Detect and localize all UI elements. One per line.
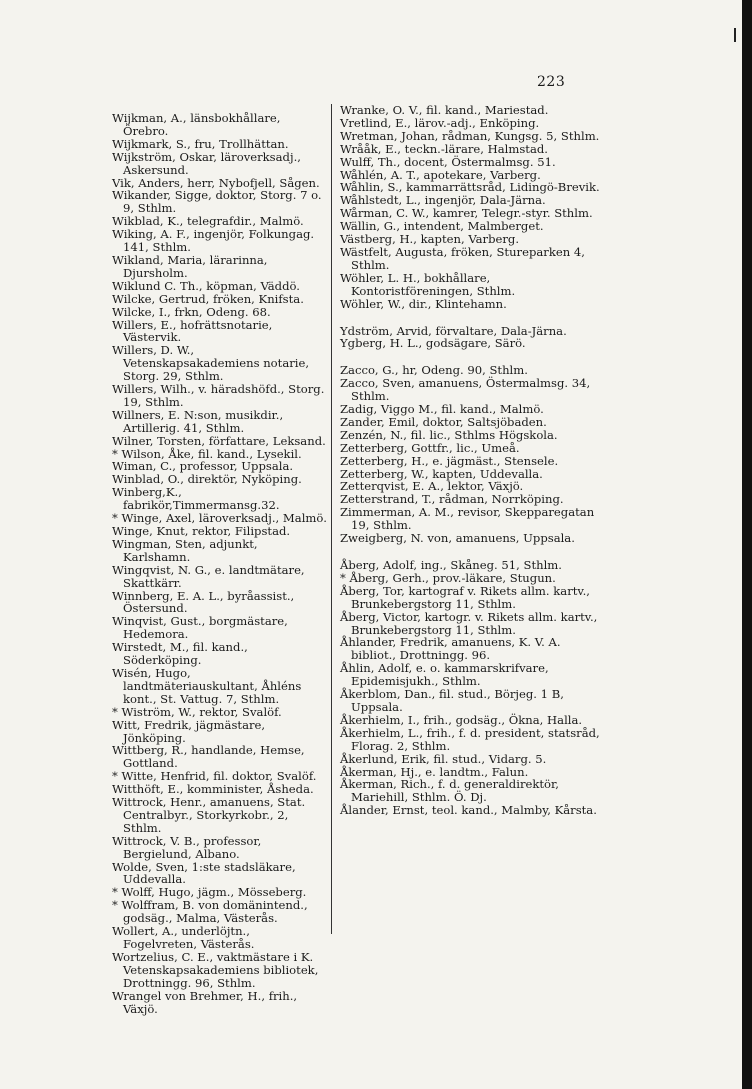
directory-entry: Wingqvist, N. G., e. landtmätare, Skattkärr. (112, 562, 305, 590)
directory-entry: Witt, Fredrik, jägmästare, Jönköping. (112, 717, 266, 745)
directory-entry: Zimmerman, A. M., revisor, Skepparegatan 19, Sthlm. (340, 505, 595, 533)
directory-entry: Zacco, G., hr, Odeng. 90, Sthlm. (340, 363, 528, 378)
section-gap (340, 545, 600, 559)
directory-entry: Åkerhielm, I., frih., godsäg., Ökna, Halla. (340, 712, 583, 727)
directory-entry: Wåhlstedt, L., ingenjör, Dala-Järna. (340, 193, 546, 208)
page-number: 223 (537, 74, 566, 90)
directory-entry: Wolde, Sven, 1:ste stadsläkare, Uddevalla. (112, 859, 296, 887)
directory-entry: Åkerman, Hj., e. landtm., Falun. (340, 764, 529, 779)
directory-entry: Zadig, Viggo M., fil. kand., Malmö. (340, 402, 544, 417)
directory-entry: Åberg, Victor, kartogr. v. Rikets allm. kartv., Brunkebergstorg 11, Sthlm. (340, 609, 598, 637)
directory-entry: Ydström, Arvid, förvaltare, Dala-Järna. (340, 323, 567, 338)
directory-entry: Wilcke, Gertrud, fröken, Knifsta. (112, 291, 304, 306)
directory-entry: Zander, Emil, doktor, Saltsjöbaden. (340, 414, 547, 429)
directory-entry: Åkerlund, Erik, fil. stud., Vidarg. 5. (340, 751, 547, 766)
directory-entry: * Wilson, Åke, fil. kand., Lysekil. (112, 446, 302, 461)
directory-entry: Witthöft, E., komminister, Åsheda. (112, 782, 314, 797)
directory-entry: Wöhler, L. H., bokhållare, Kontoristföreningen, Sthlm. (340, 270, 516, 298)
directory-entry: Åberg, Tor, kartograf v. Rikets allm. kartv., Brunkebergstorg 11, Sthlm. (340, 583, 590, 611)
directory-entry: Wikander, Sigge, doktor, Storg. 7 o. 9, Sthlm. (112, 188, 322, 216)
directory-entry: Wästfelt, Augusta, fröken, Stureparken 4, Sthlm. (340, 244, 585, 272)
directory-entry: Wranke, O. V., fil. kand., Mariestad. (340, 103, 549, 117)
directory-entry: Wrangel von Brehmer, H., frih., Växjö. (112, 988, 298, 1016)
directory-entry: Willners, E. N:son, musikdir., Artillerig. 41, Sthlm. (112, 407, 284, 435)
directory-entry: Zetterstrand, T., rådman, Norrköping. (340, 492, 564, 507)
right-column (340, 104, 600, 817)
directory-entry: * Wolffram, B. von domänintend., godsäg., Malma, Västerås. (112, 898, 308, 926)
directory-entry: Ålander, Ernst, teol. kand., Malmby, Kårsta. (340, 803, 597, 818)
directory-entry: Willers, Wilh., v. häradshöfd., Storg. 19, Sthlm. (112, 382, 325, 409)
directory-entry: Wirstedt, M., fil. kand., Söderköping. (112, 640, 248, 668)
directory-entry: Wällin, G., intendent, Malmberget. (340, 219, 544, 234)
directory-entry: Wijkmark, S., fru, Trollhättan. (112, 136, 289, 151)
left-column (112, 112, 327, 1015)
directory-entry: Winnberg, E. A. L., byråassist., Östersund. (112, 588, 295, 616)
directory-entry: Wåhlin, S., kammarrättsråd, Lidingö-Brevik. (340, 180, 600, 195)
directory-entry: Wiman, C., professor, Uppsala. (112, 459, 294, 474)
directory-entry: * Wolff, Hugo, jägm., Mösseberg. (112, 885, 307, 900)
directory-entry: * Wiström, W., rektor, Svalöf. (112, 704, 282, 719)
directory-entry: Åhlander, Fredrik, amanuens, K. V. A. bibliot., Drottningg. 96. (340, 635, 561, 663)
directory-entry: Wulff, Th., docent, Östermalmsg. 51. (340, 154, 556, 169)
directory-entry: Wiking, A. F., ingenjör, Folkungag. 141, Sthlm. (112, 227, 315, 255)
directory-entry: Wilcke, I., frkn, Odeng. 68. (112, 304, 271, 319)
directory-entry: Wittrock, V. B., professor, Bergielund, Albano. (112, 833, 262, 861)
directory-entry: Zetterberg, W., kapten, Uddevalla. (340, 466, 543, 481)
directory-entry: Åberg, Adolf, ing., Skåneg. 51, Sthlm. (340, 558, 562, 572)
directory-entry: Åhlin, Adolf, e. o. kammarskrifvare, Epidemisjukh., Sthlm. (340, 661, 549, 689)
directory-entry: Wilner, Torsten, författare, Leksand. (112, 433, 326, 448)
binding-mark (734, 28, 736, 42)
directory-entry: Zacco, Sven, amanuens, Östermalmsg. 34, Sthlm. (340, 376, 591, 404)
directory-entry: Wisén, Hugo, landtmäteriauskultant, Åhléns kont., St. Vattug. 7, Sthlm. (112, 665, 302, 706)
directory-entry: Winqvist, Gust., borgmästare, Hedemora. (112, 614, 288, 642)
directory-entry: Zweigberg, N. von, amanuens, Uppsala. (340, 531, 575, 546)
directory-entry: Wikblad, K., telegrafdir., Malmö. (112, 214, 304, 229)
directory-entry: Winblad, O., direktör, Nyköping. (112, 472, 302, 487)
directory-entry: Wårman, C. W., kamrer, Telegr.-styr. Sthlm. (340, 206, 593, 221)
directory-entry: Vretlind, E., lärov.-adj., Enköping. (340, 115, 540, 130)
directory-entry: * Winge, Axel, läroverksadj., Malmö. (112, 511, 327, 526)
section-gap (340, 350, 600, 364)
binding-edge (742, 0, 752, 1089)
directory-entry: Wingman, Sten, adjunkt, Karlshamn. (112, 536, 258, 564)
directory-entry: Västberg, H., kapten, Varberg. (340, 232, 520, 247)
directory-entry: Wortzelius, C. E., vaktmästare i K. Vetenskapsakademiens bibliotek, Drottningg. 96, Sthlm. (112, 949, 319, 990)
directory-entry: Wåhlén, A. T., apotekare, Varberg. (340, 167, 541, 182)
directory-entry: Ygberg, H. L., godsägare, Särö. (340, 336, 526, 351)
directory-entry: Zetterqvist, E. A., lektor, Växjö. (340, 479, 524, 494)
directory-entry: Wretman, Johan, rådman, Kungsg. 5, Sthlm. (340, 128, 600, 143)
directory-entry: Wollert, A., underlöjtn., Fogelvreten, Västerås. (112, 924, 255, 951)
directory-entry: Wöhler, W., dir., Klintehamn. (340, 296, 507, 311)
directory-entry: Åkerblom, Dan., fil. stud., Börjeg. 1 B, Uppsala. (340, 687, 564, 714)
directory-entry: Winge, Knut, rektor, Filipstad. (112, 524, 291, 538)
directory-entry: Vik, Anders, herr, Nybofjell, Sågen. (112, 175, 320, 190)
directory-entry: Zetterberg, Gottfr., lic., Umeå. (340, 440, 520, 455)
column-divider (331, 104, 332, 934)
directory-entry: Wiklund C. Th., köpman, Väddö. (112, 278, 300, 293)
section-gap (340, 311, 600, 325)
directory-entry: Willers, D. W., Vetenskapsakademiens notarie, Storg. 29, Sthlm. (112, 343, 310, 384)
directory-entry: * Åberg, Gerh., prov.-läkare, Stugun. (340, 570, 556, 585)
directory-entry: Wijkström, Oskar, läroverksadj., Askersund. (112, 149, 301, 177)
directory-entry: Willers, E., hofrättsnotarie, Västervik. (112, 317, 273, 345)
directory-entry: Wittberg, R., handlande, Hemse, Gottland. (112, 743, 305, 771)
directory-entry: Wittrock, Henr., amanuens, Stat. Centralbyr., Storkyrkobr., 2, Sthlm. (112, 795, 306, 835)
directory-entry: Åkerman, Rich., f. d. generaldirektör, Mariehill, Sthlm. Ö. Dj. (340, 777, 559, 805)
directory-entry: Zenzén, N., fil. lic., Sthlms Högskola. (340, 427, 558, 442)
directory-entry: Wrååk, E., teckn.-lärare, Halmstad. (340, 141, 548, 156)
directory-entry: Winberg,K., fabrikör,Timmermansg.32. (112, 485, 280, 513)
directory-entry: Wijkman, A., länsbokhållare, Örebro. (112, 111, 281, 138)
directory-entry: Wikland, Maria, lärarinna, Djursholm. (112, 252, 268, 280)
directory-entry: * Witte, Henfrid, fil. doktor, Svalöf. (112, 769, 317, 784)
directory-entry: Zetterberg, H., e. jägmäst., Stensele. (340, 453, 559, 468)
directory-entry: Åkerhielm, L., frih., f. d. president, statsråd, Florag. 2, Sthlm. (340, 725, 600, 753)
